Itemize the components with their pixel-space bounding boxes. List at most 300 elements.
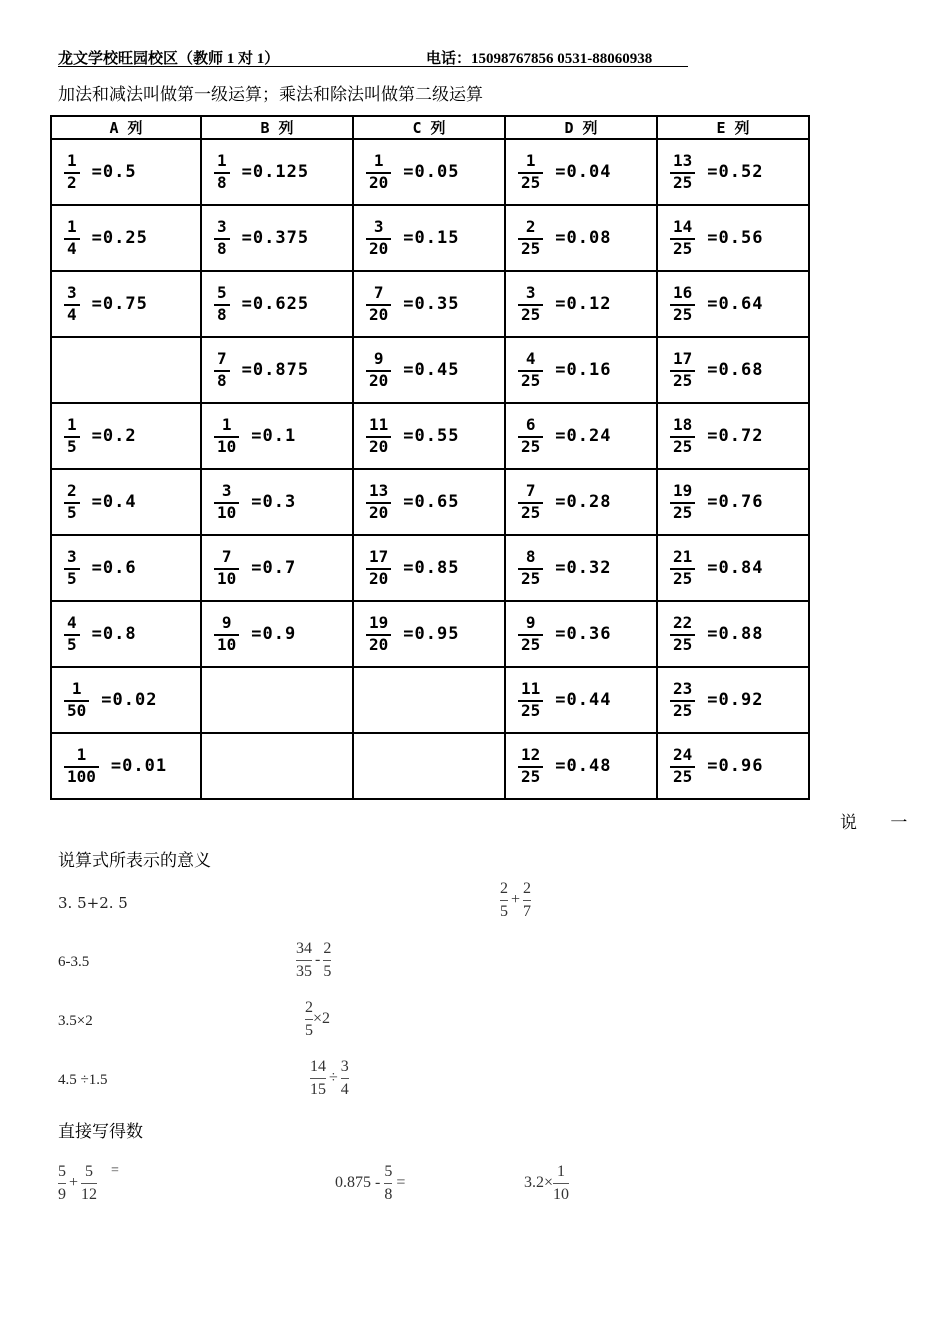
- fraction-decimal-table: [50, 115, 810, 800]
- denominator: 25: [521, 172, 541, 192]
- fraction: [366, 612, 391, 654]
- decimal-value: =0.88: [707, 624, 764, 644]
- denominator: 10: [217, 568, 237, 588]
- page-header: [58, 46, 688, 67]
- table-row: [51, 403, 809, 469]
- table-cell: [51, 271, 201, 337]
- denominator: 25: [673, 436, 693, 456]
- table-cell: [51, 205, 201, 271]
- numerator: 11: [521, 678, 541, 698]
- table-row: [51, 667, 809, 733]
- fraction-equation: [658, 744, 808, 786]
- denominator: 4: [67, 304, 77, 324]
- denominator: 25: [521, 766, 541, 786]
- fraction: [518, 480, 543, 522]
- fraction-equation: [354, 216, 504, 258]
- section-compute-title: 直接写得数: [58, 1122, 143, 1142]
- school-name: 龙文学校旺园校区（教师 1 对 1）: [58, 51, 280, 67]
- table-header-row: [51, 116, 809, 139]
- fraction-equation: [52, 546, 200, 588]
- denominator: 20: [369, 502, 389, 522]
- denominator: 20: [369, 634, 389, 654]
- fraction-equation: [202, 282, 352, 324]
- decimal-value: =0.4: [91, 492, 137, 512]
- numerator: 1: [71, 678, 82, 698]
- fraction: 2 7: [523, 880, 532, 920]
- table-cell: [657, 733, 809, 799]
- table-cell: [353, 469, 505, 535]
- fraction: [214, 216, 230, 258]
- fraction: 2 5: [305, 999, 313, 1039]
- table-cell: [353, 403, 505, 469]
- fraction-equation: [52, 216, 200, 258]
- fraction: [64, 612, 80, 654]
- denominator: 20: [369, 568, 389, 588]
- numerator: 1: [76, 744, 87, 764]
- table-row: [51, 733, 809, 799]
- numerator: 3: [221, 480, 232, 500]
- fraction: [366, 150, 391, 192]
- intro-text: 加法和减法叫做第一级运算；乘法和除法叫做第二级运算: [58, 85, 483, 105]
- section-meaning-title: 说算式所表示的意义: [58, 851, 211, 871]
- numerator: 4: [67, 612, 77, 632]
- table-cell: [201, 601, 353, 667]
- denominator: 25: [673, 634, 693, 654]
- decimal-value: =0.08: [555, 228, 612, 248]
- numerator: 1: [67, 150, 77, 170]
- numerator: 3: [525, 282, 536, 302]
- fraction: [518, 150, 543, 192]
- problem-decimal-times-fraction: 3.2× 1 10: [524, 1163, 570, 1203]
- denominator: 25: [673, 370, 693, 390]
- decimal-value: =0.01: [110, 756, 168, 776]
- decimal-value: =0.25: [91, 228, 148, 248]
- numerator: 17: [369, 546, 389, 566]
- decimal-value: =0.5: [91, 162, 137, 182]
- numerator: 12: [521, 744, 541, 764]
- fraction-equation: [52, 744, 200, 786]
- numerator: 1: [67, 216, 77, 236]
- table-cell: [201, 667, 353, 733]
- fraction: [670, 282, 695, 324]
- fraction-equation: [354, 282, 504, 324]
- fraction-equation: [658, 612, 808, 654]
- decimal-value: =0.1: [251, 426, 297, 446]
- column-header: B 列: [201, 116, 353, 139]
- decimal-value: =0.16: [555, 360, 612, 380]
- table-cell: [201, 271, 353, 337]
- denominator: 5: [67, 568, 77, 588]
- table-cell: [51, 667, 201, 733]
- numerator: 9: [525, 612, 536, 632]
- numerator: 13: [673, 150, 693, 170]
- contact-phone: 电话：15098767856 0531-88060938: [426, 51, 653, 67]
- expression-fraction-add: 2 5 + 2 7: [500, 880, 532, 920]
- decimal-value: =0.32: [555, 558, 612, 578]
- decimal-value: =0.92: [707, 690, 764, 710]
- decimal-value: =0.35: [403, 294, 460, 314]
- numerator: 1: [67, 414, 77, 434]
- decimal-value: =0.48: [555, 756, 612, 776]
- denominator: 25: [673, 172, 693, 192]
- numerator: 3: [217, 216, 227, 236]
- fraction: [518, 216, 543, 258]
- table-cell: [201, 403, 353, 469]
- side-text: 说 一: [840, 813, 922, 833]
- fraction-equation: [202, 348, 352, 390]
- fraction: [64, 414, 80, 456]
- table-cell: [657, 469, 809, 535]
- fraction: [214, 348, 230, 390]
- decimal-value: =0.3: [251, 492, 297, 512]
- numerator: 2: [525, 216, 536, 236]
- fraction-equation: [52, 282, 200, 324]
- denominator: 25: [673, 502, 693, 522]
- numerator: 7: [217, 348, 227, 368]
- fraction: [518, 546, 543, 588]
- fraction: [64, 216, 80, 258]
- numerator: 1: [525, 150, 536, 170]
- denominator: 8: [217, 370, 227, 390]
- table-cell: [657, 535, 809, 601]
- numerator: 11: [369, 414, 389, 434]
- table-cell: [657, 337, 809, 403]
- fraction-equation: [52, 150, 200, 192]
- numerator: 8: [525, 546, 536, 566]
- numerator: 1: [221, 414, 232, 434]
- fraction-equation: [354, 150, 504, 192]
- fraction: 3 4: [340, 1058, 349, 1098]
- fraction-equation: [354, 348, 504, 390]
- decimal-value: =0.52: [707, 162, 764, 182]
- numerator: 6: [525, 414, 536, 434]
- fraction: [64, 480, 80, 522]
- decimal-value: =0.05: [403, 162, 460, 182]
- fraction: [518, 282, 543, 324]
- table-cell: [51, 403, 201, 469]
- fraction: 1 10: [553, 1163, 570, 1203]
- denominator: 25: [521, 304, 541, 324]
- decimal-value: =0.95: [403, 624, 460, 644]
- numerator: 1: [373, 150, 384, 170]
- decimal-value: =0.875: [241, 360, 310, 380]
- table-cell: [51, 733, 201, 799]
- table-cell: [201, 139, 353, 205]
- expression-decimal-multiply: 3.5×2: [58, 1013, 93, 1029]
- denominator: 5: [67, 436, 77, 456]
- denominator: 8: [217, 304, 227, 324]
- numerator: 1: [217, 150, 227, 170]
- fraction-equation: [506, 612, 656, 654]
- table-cell: [505, 469, 657, 535]
- fraction: [64, 282, 80, 324]
- fraction: [214, 612, 239, 654]
- expression-decimal-add: 3. 5+2. 5: [58, 894, 128, 912]
- numerator: 3: [373, 216, 384, 236]
- fraction-equation: [52, 612, 200, 654]
- problem-fraction-add: 5 9 + 5 12 =: [58, 1163, 119, 1203]
- fraction: [518, 414, 543, 456]
- denominator: 4: [67, 238, 77, 258]
- fraction-equation: [506, 348, 656, 390]
- fraction-equation: [202, 150, 352, 192]
- fraction-equation: [354, 546, 504, 588]
- table-cell: [505, 337, 657, 403]
- decimal-value: =0.04: [555, 162, 612, 182]
- table-cell: [353, 337, 505, 403]
- numerator: 17: [673, 348, 693, 368]
- table-cell: [505, 205, 657, 271]
- decimal-value: =0.45: [403, 360, 460, 380]
- decimal-value: =0.68: [707, 360, 764, 380]
- table-cell: [51, 535, 201, 601]
- fraction-equation: [354, 612, 504, 654]
- fraction: [214, 150, 230, 192]
- fraction: 5 8: [384, 1163, 393, 1203]
- numerator: 7: [525, 480, 536, 500]
- fraction: 14 15: [310, 1058, 326, 1098]
- decimal-value: =0.84: [707, 558, 764, 578]
- fraction: [64, 150, 80, 192]
- denominator: 25: [673, 700, 693, 720]
- denominator: 25: [673, 304, 693, 324]
- table-cell: [201, 535, 353, 601]
- fraction: [214, 546, 239, 588]
- fraction-equation: [658, 546, 808, 588]
- numerator: 24: [673, 744, 693, 764]
- denominator: 2: [67, 172, 77, 192]
- denominator: 25: [673, 766, 693, 786]
- numerator: 19: [673, 480, 693, 500]
- fraction: [518, 744, 543, 786]
- fraction: [670, 150, 695, 192]
- fraction-equation: [658, 216, 808, 258]
- fraction: [366, 282, 391, 324]
- table-cell: [353, 733, 505, 799]
- fraction-equation: [506, 678, 656, 720]
- table-cell: [657, 205, 809, 271]
- fraction: [214, 414, 239, 456]
- fraction-equation: [506, 150, 656, 192]
- table-cell: [353, 535, 505, 601]
- table-cell: [51, 139, 201, 205]
- problem-decimal-minus-fraction: 0.875 - 5 8 =: [335, 1163, 406, 1203]
- table-row: [51, 601, 809, 667]
- table-row: [51, 337, 809, 403]
- fraction-equation: [658, 348, 808, 390]
- decimal-value: =0.96: [707, 756, 764, 776]
- fraction-equation: [658, 150, 808, 192]
- table-row: [51, 205, 809, 271]
- table-cell: [201, 469, 353, 535]
- decimal-value: =0.44: [555, 690, 612, 710]
- fraction-equation: [202, 546, 352, 588]
- fraction-equation: [658, 678, 808, 720]
- numerator: 3: [67, 282, 77, 302]
- fraction: 5 9: [58, 1163, 66, 1203]
- numerator: 18: [673, 414, 693, 434]
- fraction-equation: [202, 612, 352, 654]
- denominator: 25: [521, 436, 541, 456]
- fraction-equation: [52, 678, 200, 720]
- fraction: [670, 414, 695, 456]
- decimal-value: =0.56: [707, 228, 764, 248]
- fraction: [518, 678, 543, 720]
- column-header: C 列: [353, 116, 505, 139]
- table-cell: [353, 667, 505, 733]
- table-cell: [657, 139, 809, 205]
- fraction: [64, 678, 89, 720]
- table-cell: [51, 601, 201, 667]
- numerator: 23: [673, 678, 693, 698]
- denominator: 20: [369, 238, 389, 258]
- fraction: [670, 678, 695, 720]
- table-row: [51, 139, 809, 205]
- table-cell: [201, 337, 353, 403]
- expression-fraction-subtract: 34 35 - 2 5: [296, 940, 332, 980]
- table-cell: [657, 271, 809, 337]
- denominator: 5: [67, 634, 77, 654]
- decimal-value: =0.55: [403, 426, 460, 446]
- denominator: 10: [217, 634, 237, 654]
- numerator: 4: [525, 348, 536, 368]
- numerator: 5: [217, 282, 227, 302]
- table-cell: [505, 535, 657, 601]
- fraction-equation: [506, 480, 656, 522]
- decimal-value: =0.625: [241, 294, 310, 314]
- decimal-value: =0.9: [251, 624, 297, 644]
- decimal-value: =0.02: [101, 690, 158, 710]
- expression-decimal-divide: 4.5 ÷1.5: [58, 1072, 108, 1088]
- numerator: 22: [673, 612, 693, 632]
- fraction: 2 5: [500, 880, 508, 920]
- denominator: 20: [369, 370, 389, 390]
- decimal-value: =0.28: [555, 492, 612, 512]
- fraction-equation: [658, 414, 808, 456]
- fraction-equation: [506, 216, 656, 258]
- numerator: 21: [673, 546, 693, 566]
- numerator: 19: [369, 612, 389, 632]
- fraction: 34 35: [296, 940, 312, 980]
- fraction-equation: [506, 744, 656, 786]
- decimal-value: =0.76: [707, 492, 764, 512]
- fraction-equation: [506, 282, 656, 324]
- fraction-equation: [354, 480, 504, 522]
- denominator: 20: [369, 304, 389, 324]
- fraction: [670, 480, 695, 522]
- numerator: 2: [67, 480, 77, 500]
- denominator: 50: [67, 700, 87, 720]
- fraction-equation: [52, 480, 200, 522]
- decimal-value: =0.375: [241, 228, 310, 248]
- fraction-equation: [506, 546, 656, 588]
- table-cell: [657, 601, 809, 667]
- decimal-value: =0.24: [555, 426, 612, 446]
- fraction-equation: [354, 414, 504, 456]
- table-cell: [353, 205, 505, 271]
- fraction-equation: [658, 480, 808, 522]
- denominator: 8: [217, 172, 227, 192]
- table-cell: [51, 469, 201, 535]
- numerator: 13: [369, 480, 389, 500]
- column-header: E 列: [657, 116, 809, 139]
- column-header: A 列: [51, 116, 201, 139]
- denominator: 5: [67, 502, 77, 522]
- denominator: 10: [217, 436, 237, 456]
- denominator: 8: [217, 238, 227, 258]
- fraction: [518, 348, 543, 390]
- numerator: 7: [373, 282, 384, 302]
- decimal-value: =0.72: [707, 426, 764, 446]
- table-row: [51, 271, 809, 337]
- fraction: [670, 546, 695, 588]
- decimal-value: =0.65: [403, 492, 460, 512]
- fraction: [670, 612, 695, 654]
- denominator: 25: [521, 634, 541, 654]
- denominator: 25: [673, 238, 693, 258]
- decimal-value: =0.12: [555, 294, 612, 314]
- fraction-equation: [506, 414, 656, 456]
- denominator: 20: [369, 436, 389, 456]
- table-cell: [51, 337, 201, 403]
- table-row: [51, 469, 809, 535]
- fraction: 5 12: [81, 1163, 98, 1203]
- fraction: [366, 216, 391, 258]
- table-cell: [353, 601, 505, 667]
- decimal-value: =0.85: [403, 558, 460, 578]
- table-cell: [353, 271, 505, 337]
- decimal-value: =0.75: [91, 294, 148, 314]
- fraction: [214, 480, 239, 522]
- denominator: 25: [673, 568, 693, 588]
- fraction: [670, 744, 695, 786]
- table-cell: [657, 667, 809, 733]
- decimal-value: =0.36: [555, 624, 612, 644]
- fraction: 2 5: [323, 940, 332, 980]
- denominator: 100: [67, 766, 96, 786]
- denominator: 25: [521, 502, 541, 522]
- decimal-value: =0.8: [91, 624, 137, 644]
- denominator: 20: [369, 172, 389, 192]
- table-cell: [505, 601, 657, 667]
- fraction-equation: [52, 414, 200, 456]
- denominator: 25: [521, 238, 541, 258]
- fraction: [518, 612, 543, 654]
- fraction: [366, 414, 391, 456]
- fraction: [366, 546, 391, 588]
- table-cell: [353, 139, 505, 205]
- column-header: D 列: [505, 116, 657, 139]
- table-cell: [201, 733, 353, 799]
- numerator: 3: [67, 546, 77, 566]
- denominator: 25: [521, 370, 541, 390]
- numerator: 14: [673, 216, 693, 236]
- numerator: 9: [221, 612, 232, 632]
- denominator: 10: [217, 502, 237, 522]
- numerator: 7: [221, 546, 232, 566]
- fraction-equation: [202, 480, 352, 522]
- numerator: 16: [673, 282, 693, 302]
- table-cell: [505, 139, 657, 205]
- table-cell: [505, 733, 657, 799]
- denominator: 25: [521, 568, 541, 588]
- fraction: [64, 744, 99, 786]
- numerator: 9: [373, 348, 384, 368]
- decimal-value: =0.6: [91, 558, 137, 578]
- fraction: [214, 282, 230, 324]
- decimal-value: =0.64: [707, 294, 764, 314]
- fraction: [366, 348, 391, 390]
